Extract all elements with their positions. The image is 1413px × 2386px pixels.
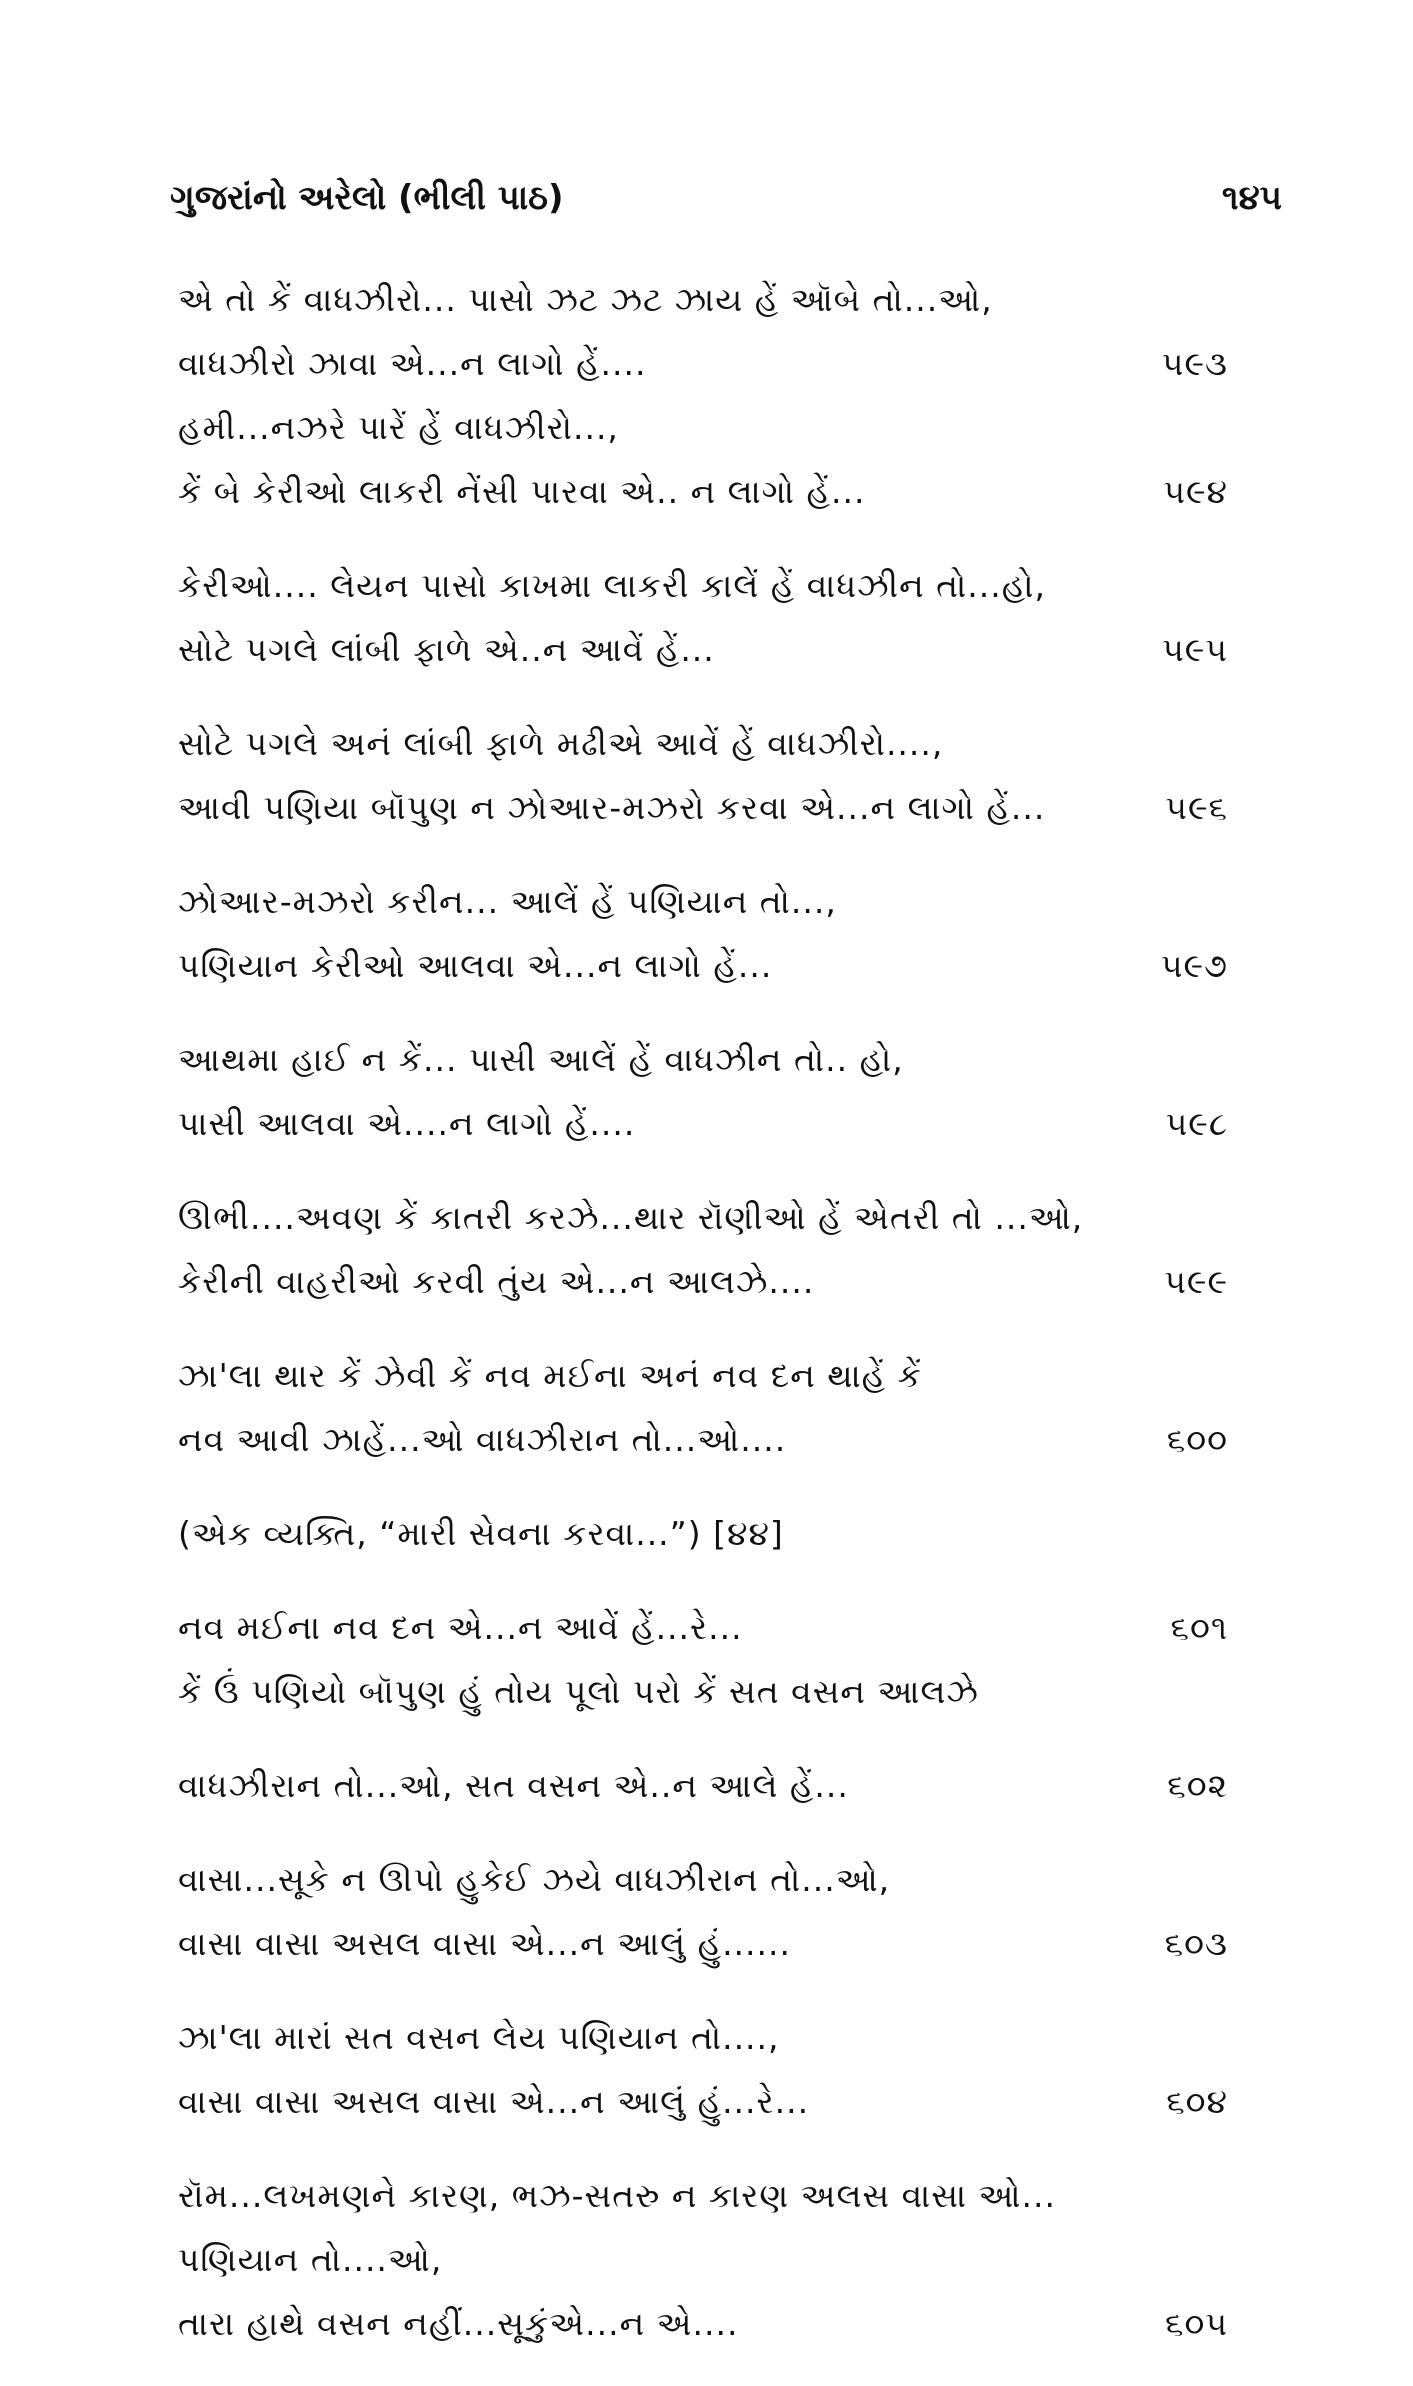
verse-text: સોટે પગલે લાંબી ફાળે એ..ન આવેં હેં... [178,630,715,669]
verse-line [178,2164,1228,2228]
verse-line [178,2228,1228,2292]
verse-line [178,1344,1228,1408]
verse-line [178,1028,1228,1092]
verse-line [178,1912,1228,1976]
verse-number: ૫૯૬ [1165,788,1228,827]
verse-line [178,1250,1228,1314]
stanza [178,554,1228,682]
verse-line [178,712,1228,776]
verse-line [178,2070,1228,2134]
verse-text: વાધઝીરો ઝાવા એ...ન લાગો હેં.... [178,344,647,383]
page-number: ૧૪૫ [1221,178,1282,218]
verse-line [178,1186,1228,1250]
page-header [170,178,1282,238]
verse-line [178,2292,1228,2356]
verse-line [178,332,1228,396]
editorial-note [178,1502,1228,1566]
verse-text: રૉમ...લખમણને કારણ, ભઝ-સતરુ ન કારણ અલસ વાસા ઓ... [178,2176,1057,2215]
verse-text: ઝા'લા થાર કેં ઝેવી કેં નવ મઈના અનં નવ દન થાહેં કેં [178,1356,922,1395]
stanza [178,1186,1228,1314]
verse-text: વાધઝીરાન તો...ઓ, સત વસન એ..ન આલે હેં... [178,1766,849,1805]
verse-text: સોટે પગલે અનં લાંબી ફાળે મઢીએ આવેં હેં વાધઝીરો...., [178,724,944,763]
verse-text: પણિયાન તો....ઓ, [178,2240,443,2279]
verse-number: ૫૯૭ [1160,946,1228,985]
stanza [178,1344,1228,1472]
verse-text: કેરીની વાહરીઓ કરવી તુંય એ...ન આલઝે.... [178,1262,815,1301]
verse-line [178,1754,1228,1818]
verse-text: વાસા...સૂકે ન ઊપો હુકેઈ ઝયે વાધઝીરાન તો...ઓ, [178,1860,891,1899]
verse-line [178,268,1228,332]
verse-number: ૬૦૧ [1170,1608,1228,1647]
verse-text: (એક વ્યક્તિ, “મારી સેવના કરવા...”) [૪૪] [178,1514,784,1553]
verse-text: વાસા વાસા અસલ વાસા એ...ન આલું હું...... [178,1924,792,1963]
verse-text: આથમા હાઈ ન કેં... પાસી આલેં હેં વાધઝીન તો.. હો, [178,1040,904,1079]
stanza [178,1596,1228,1724]
verse-line [178,870,1228,934]
verse-line [178,934,1228,998]
verse-text: કેરીઓ.... લેયન પાસો કાખમા લાકરી કાલેં હેં વાધઝીન તો...હો, [178,566,1046,605]
verse-line [178,460,1228,524]
verse-text: હમી...નઝરે પારેં હેં વાધઝીરો..., [178,408,619,447]
verse-line [178,2006,1228,2070]
stanza [178,1028,1228,1156]
verse-line [178,1092,1228,1156]
running-head: ગુજરાંનો અરેલો (ભીલી પાઠ) [170,178,564,218]
stanza [178,870,1228,998]
verse-line [178,1408,1228,1472]
stanza [178,268,1228,524]
verse-text: વાસા વાસા અસલ વાસા એ...ન આલું હું...રે... [178,2082,810,2121]
verse-text: નવ આવી ઝાહેં...ઓ વાધઝીરાન તો...ઓ.... [178,1420,787,1459]
verse-number: ૫૯૫ [1162,630,1228,669]
verse-text: કેં ઉં પણિયો બૉપુણ હું તોય પૂલો પરો કેં સત વસન આલઝે [178,1672,979,1711]
verse-text: તારા હાથે વસન નહીં...સૂકુંએ...ન એ.... [178,2304,739,2343]
verse-number: ૫૯૩ [1161,344,1228,383]
verse-number: ૬૦૨ [1167,1766,1228,1805]
verse-number: ૬૦૦ [1166,1420,1228,1459]
verse-text: ઝોઆર-મઝરો કરીન... આલેં હેં પણિયાન તો..., [178,882,837,921]
verse-text: કેં બે કેરીઓ લાકરી નેંસી પારવા એ.. ન લાગો હેં... [178,472,866,511]
stanza [178,1754,1228,1818]
stanza [178,1848,1228,1976]
verse-number: ૫૯૯ [1164,1262,1228,1301]
verse-text: એ તો કેં વાધઝીરો... પાસો ઝટ ઝટ ઝાય હેં ઑબે તો...ઓ, [178,280,993,319]
stanza [178,2164,1228,2356]
verse-line [178,554,1228,618]
verse-line [178,1660,1228,1724]
verse-number: ૫૯૪ [1163,472,1228,511]
verse-number: ૬૦૩ [1164,1924,1228,1963]
verse-line [178,776,1228,840]
verse-line [178,396,1228,460]
verse-number: ૫૯૮ [1165,1104,1228,1143]
verse-text: આવી પણિયા બૉપુણ ન ઝોઆર-મઝરો કરવા એ...ન લાગો હેં... [178,788,1046,827]
verse-line [178,1848,1228,1912]
stanza [178,712,1228,840]
verse-text: પાસી આલવા એ....ન લાગો હેં.... [178,1104,636,1143]
verse-text: ઝા'લા મારાં સત વસન લેય પણિયાન તો...., [178,2018,780,2057]
verse-text: નવ મઈના નવ દન એ...ન આવેં હેં...રે... [178,1608,743,1647]
verse-number: ૬૦૪ [1166,2082,1228,2121]
verse-line [178,1596,1228,1660]
verse-text: પણિયાન કેરીઓ આલવા એ...ન લાગો હેં... [178,946,773,985]
poem-body [178,268,1228,2386]
verse-text: ઊભી....અવણ કેં કાતરી કરઝે...થાર રૉણીઓ હેં એતરી તો ...ઓ, [178,1198,1084,1237]
verse-number: ૬૦૫ [1164,2304,1228,2343]
verse-line [178,618,1228,682]
stanza [178,2006,1228,2134]
verse-line [178,1502,1228,1566]
